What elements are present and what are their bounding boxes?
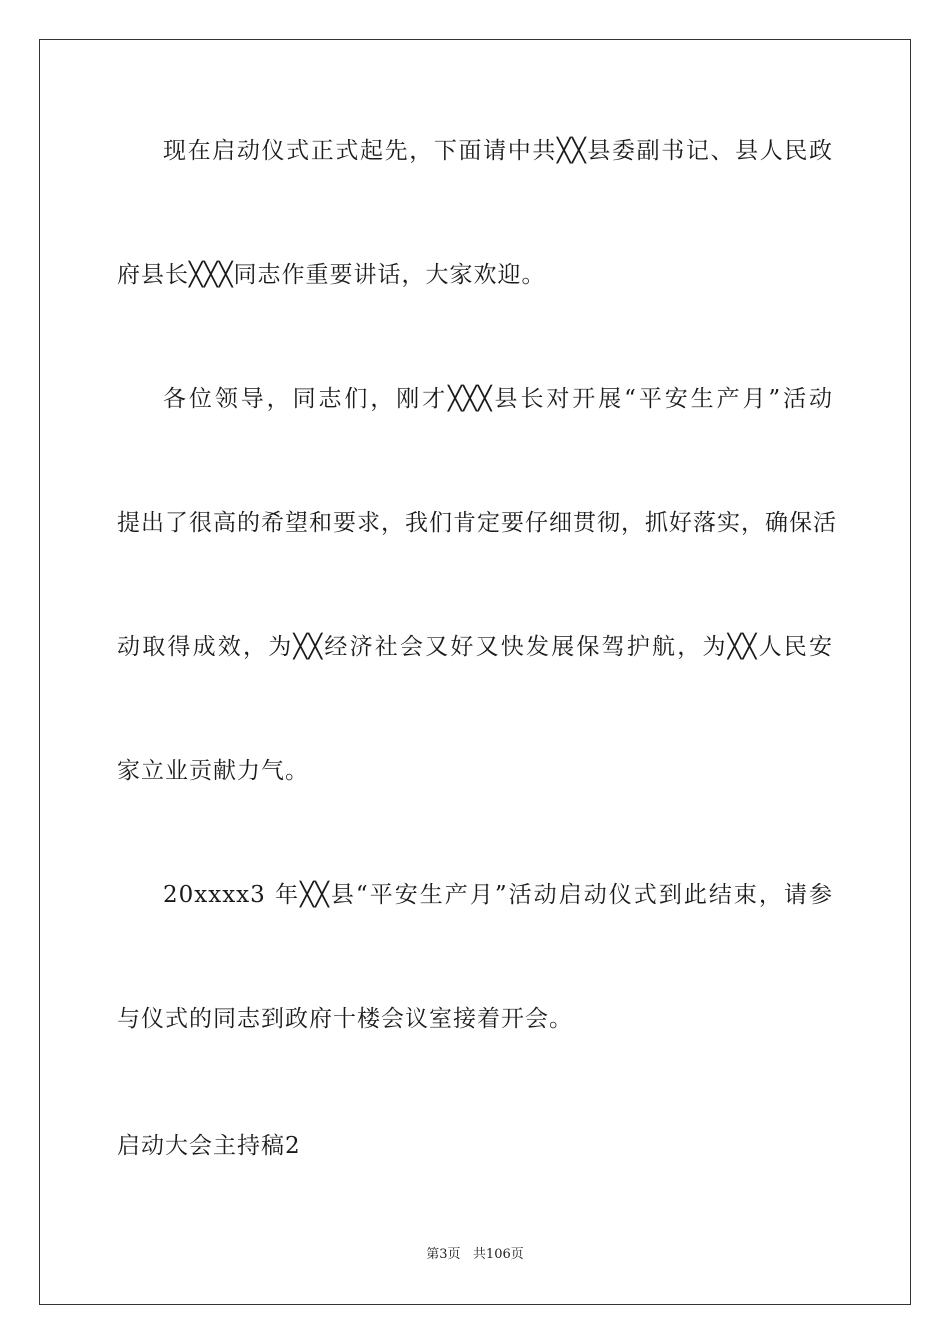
page-border	[39, 39, 911, 1305]
page-footer	[0, 1247, 950, 1263]
paragraph-1-line-2: 府县长╳╳╳同志作重要讲话，大家欢迎。	[117, 262, 546, 288]
page-number: 第3页	[426, 1247, 461, 1262]
paragraph-3-line-1: 20xxxx3 年╳╳县“平安生产月”活动启动仪式到此结束，请参	[163, 882, 833, 908]
paragraph-2-line-4: 家立业贡献力气。	[117, 758, 309, 784]
paragraph-2-line-2: 提出了很高的希望和要求，我们肯定要仔细贯彻，抓好落实，确保活	[117, 510, 837, 536]
paragraph-2-line-3: 动取得成效，为╳╳经济社会又好又快发展保驾护航，为╳╳人民安	[117, 634, 833, 660]
total-pages: 共106页	[472, 1247, 524, 1262]
paragraph-1-line-1: 现在启动仪式正式起先，下面请中共╳╳县委副书记、县人民政	[163, 138, 833, 164]
section-heading: 启动大会主持稿2	[117, 1133, 301, 1159]
footer-spacer	[461, 1247, 473, 1262]
paragraph-2-line-1: 各位领导，同志们，刚才╳╳╳县长对开展“平安生产月”活动	[163, 386, 833, 412]
paragraph-3-line-2: 与仪式的同志到政府十楼会议室接着开会。	[117, 1006, 573, 1032]
